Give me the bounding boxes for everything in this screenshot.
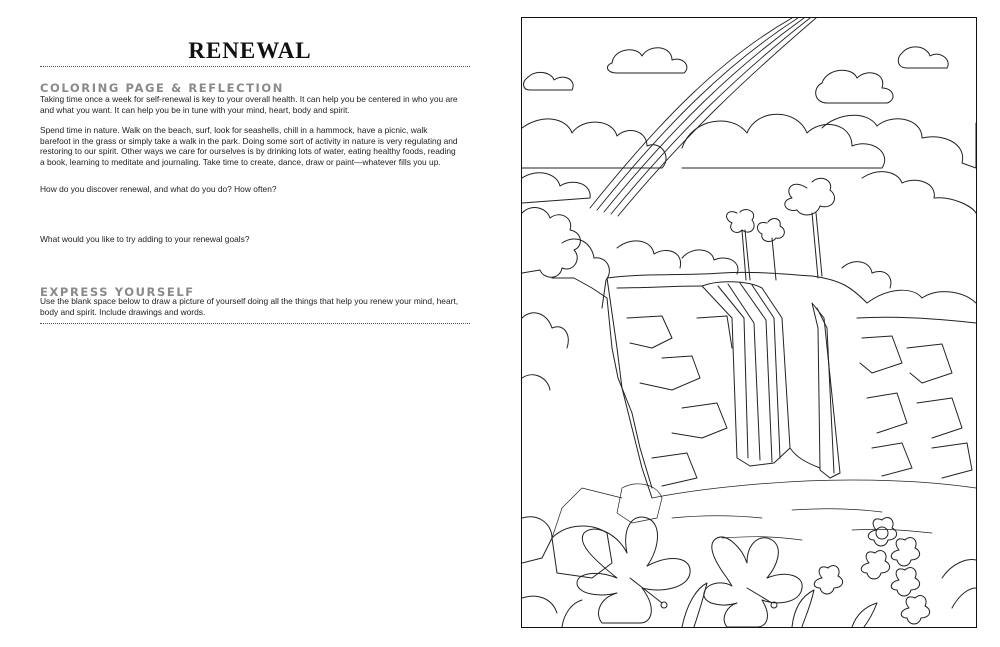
hibiscus-flower-icon — [577, 517, 802, 627]
cliff-ridge-icon — [607, 241, 976, 303]
waterfall-artwork — [521, 17, 977, 628]
express-divider — [40, 323, 470, 324]
pool-water-icon — [552, 480, 976, 540]
waterfall-coloring-illustration — [522, 18, 976, 627]
title-divider — [40, 66, 470, 67]
cloud-icon — [524, 47, 949, 103]
rainbow-icon — [590, 18, 816, 216]
express-paragraph: Use the blank space below to draw a picture of yourself doing all the things that help you renew your mind, heart, body and spirit. Include drawings and words. — [40, 296, 459, 317]
cloud-bank-icon — [522, 114, 976, 213]
intro-paragraph: Taking time once a week for self-renewal is key to your overall health. It can help you be centered in who you are and what you want. It can help you be in tune with your mind, heart, body and spirit. — [40, 94, 458, 115]
rock-icon — [522, 517, 612, 578]
jungle-foliage-icon — [522, 208, 652, 488]
nature-paragraph: Spend time in nature. Walk on the beach, surf, look for seashells, chill in a hammock, have a picnic, walk barefoot in the grass or simply take a walk in the park. Doing some sort of activity in nature is very regulating and restoring to our spirit. Other ways we care for ourselves is by drinking lots of water, eating healthy foods, reading a book, learning to meditate and journaling. Take time to create, dance, draw or paint—whatever fills you up. — [40, 125, 458, 167]
page-title: RENEWAL — [188, 38, 312, 63]
waterfall-icon — [702, 282, 840, 478]
section-heading-coloring: COLORING PAGE & REFLECTION — [40, 81, 285, 95]
question-goals: What would you like to try adding to your renewal goals? — [40, 234, 250, 244]
tree-icon — [727, 178, 835, 280]
question-discover: How do you discover renewal, and what do you do? How often? — [40, 184, 277, 194]
plumeria-flower-icon — [814, 518, 929, 624]
cliff-face-icon — [607, 278, 976, 498]
section-heading-express: EXPRESS YOURSELF — [40, 285, 195, 299]
